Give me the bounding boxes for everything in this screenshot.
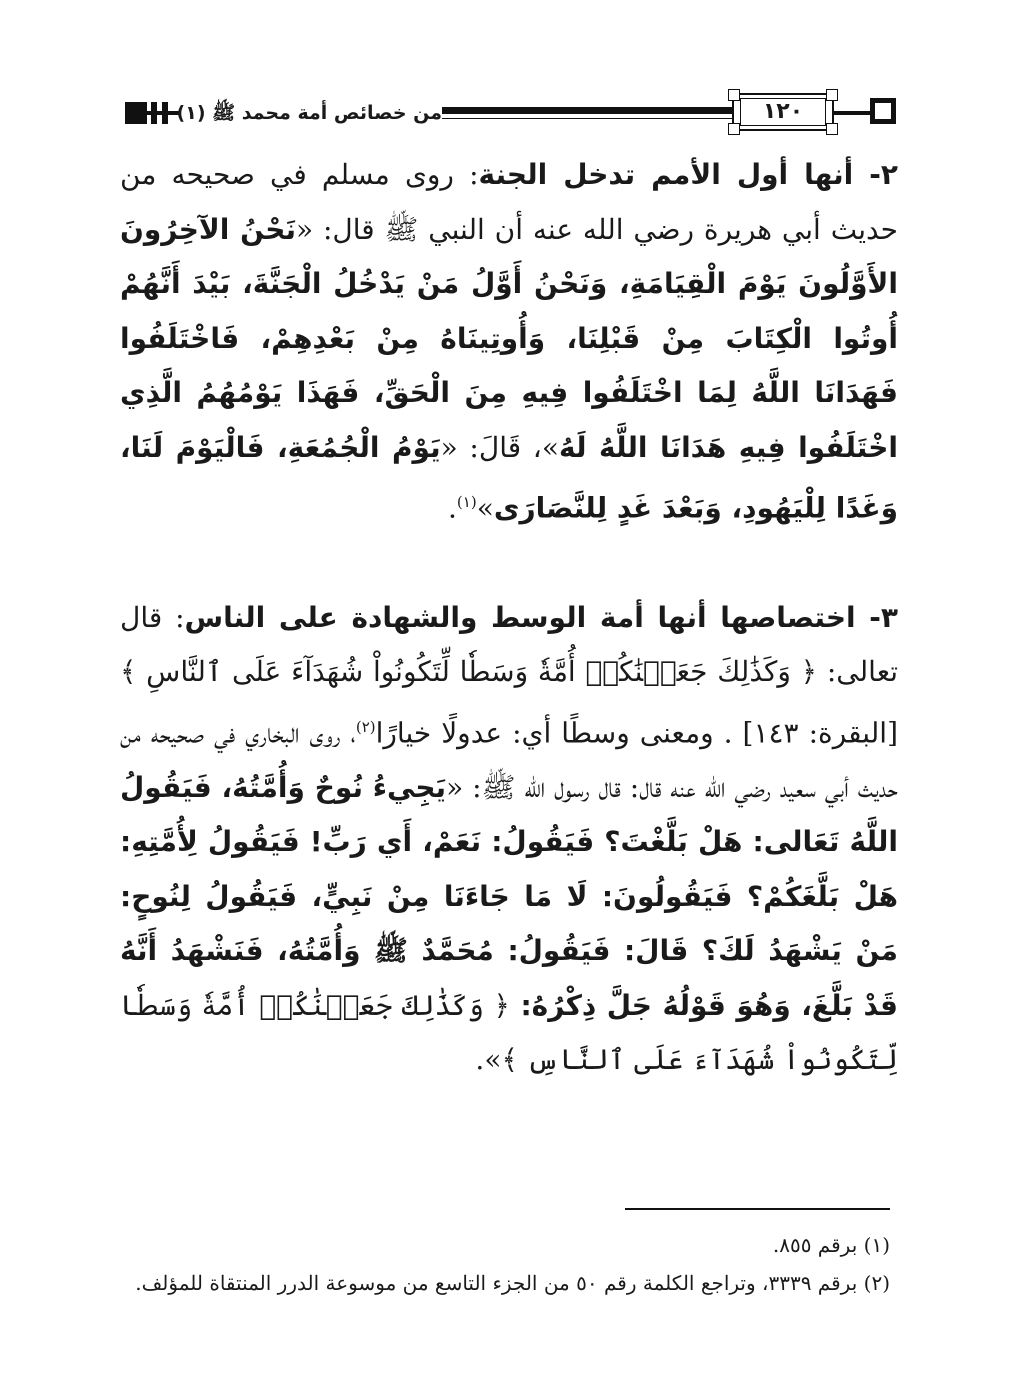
point-3-text: [البقرة: ١٤٣] . ومعنى وسطًا أي: عدولًا خيارًا: [375, 716, 898, 750]
point-3-heading: ٣- اختصاصها أنها أمة الوسط والشهادة على الناس: [184, 600, 899, 634]
point-3-intro: : قال تعالى:: [120, 600, 898, 689]
header-rule-thin: [442, 118, 732, 119]
point-3-narration: ، روى البخاري في صحيحه من حديث أبي سعيد رضي الله عنه قال: قال رسول الله ﷺ: «: [120, 716, 898, 804]
running-title: من خصائص أمة محمد ﷺ (١): [176, 102, 442, 124]
header-ornament-left: [125, 102, 147, 124]
header-ornament-line: [834, 111, 870, 115]
narration-connector: »، قَالَ: «: [440, 430, 559, 464]
quote-close: ».: [475, 1043, 502, 1077]
footnote-ref: (٢): [355, 717, 376, 736]
point-3-paragraph: [120, 591, 898, 1088]
quran-verse: ﴿ وَكَذَٰلِكَ جَعَلۡنَٰكُمۡ أُمَّةٗ وَسَطٗا لِّتَكُونُواْ شُهَدَآءَ عَلَى ٱلنَّاسِ ﴾: [120, 655, 818, 689]
footnote-2: (٢) برقم ٣٣٣٩، وتراجع الكلمة رقم ٥٠ من الجزء التاسع من موسوعة الدرر المنتقاة للمؤلف.: [135, 1271, 890, 1295]
footnotes: [120, 1226, 890, 1302]
footnote-ref: (١): [456, 493, 477, 511]
quote-close: »: [476, 491, 494, 525]
point-2-paragraph: ٢- أنها أول الأمم تدخل الجنة: روى مسلم في صحيحه من حديث أبي هريرة رضي الله عنه أن النبي ﷺ قال: «نَحْنُ الآخِرُونَ الأَوَّلُونَ يَوْمَ الْقِيَامَةِ، وَنَحْنُ أَوَّلُ مَنْ يَدْخُلُ الْجَنَّةَ، بَيْدَ أَنَّهُمْ أُوتُوا الْكِتَابَ مِنْ قَبْلِنَا، وَأُوتِينَاهُ مِنْ بَعْدِهِمْ، فَاخْتَلَفُوا فَهَدَانَا اللَّهُ لِمَا اخْتَلَفُوا فِيهِ مِنَ الْحَقِّ، فَهَذَا يَوْمُهُمُ الَّذِي اخْتَلَفُوا فِيهِ هَدَانَا اللَّهُ لَهُ»، قَالَ: «يَوْمُ الْجُمُعَةِ، فَالْيَوْمَ لَنَا، وَغَدًا لِلْيَهُودِ، وَبَعْدَ غَدٍ لِلنَّصَارَى»$^{(١)}$.: [120, 158, 899, 525]
point-2-heading: ٢- أنها أول الأمم تدخل الجنة: [478, 158, 898, 191]
header-rule: [442, 107, 732, 114]
header-ornament-square: [870, 98, 896, 124]
point-2-intro: : روى مسلم في صحيحه من حديث أبي هريرة رضي الله عنه أن النبي ﷺ قال: «: [120, 158, 898, 246]
page-body: [120, 148, 898, 1088]
running-header: [120, 90, 895, 140]
hadith-text: نَحْنُ الآخِرُونَ الأَوَّلُونَ يَوْمَ الْقِيَامَةِ، وَنَحْنُ أَوَّلُ مَنْ يَدْخُلُ الْجَنَّةَ، بَيْدَ أَنَّهُمْ أُوتُوا الْكِتَابَ مِنْ قَبْلِنَا، وَأُوتِينَاهُ مِنْ بَعْدِهِمْ، فَاخْتَلَفُوا فَهَدَانَا اللَّهُ لِمَا اخْتَلَفُوا فِيهِ مِنَ الْحَقِّ، فَهَذَا يَوْمُهُمُ الَّذِي اخْتَلَفُوا فِيهِ هَدَانَا اللَّهُ لَهُ: [120, 212, 899, 464]
page-number: ١٢٠: [762, 99, 804, 124]
quran-verse: ﴿ وَكَذَٰلِكَ جَعَلۡنَٰكُمۡ أُمَّةٗ وَسَطٗا لِّتَكُونُواْ شُهَدَآءَ عَلَى ٱلنَّاسِ ﴾: [120, 988, 898, 1077]
footnote-1: (١) برقم ٨٥٥.: [772, 1233, 890, 1257]
hadith-text: يَوْمُ الْجُمُعَةِ، فَالْيَوْمَ لَنَا، وَغَدًا لِلْيَهُودِ، وَبَعْدَ غَدٍ لِلنَّصَارَى: [120, 430, 898, 525]
page-number-frame: [732, 93, 834, 131]
hadith-text: يَجِيءُ نُوحٌ وَأُمَّتُهُ، فَيَقُولُ اللَّهُ تَعَالى: هَلْ بَلَّغْتَ؟ فَيَقُولُ: نَعَمْ، أَي رَبِّ! فَيَقُولُ لِأُمَّتِهِ: هَلْ بَلَّغَكُمْ؟ فَيَقُولُونَ: لَا مَا جَاءَنَا مِنْ نَبِيٍّ، فَيَقُولُ لِنُوحٍ: مَنْ يَشْهَدُ لَكَ؟ قَالَ: فَيَقُولُ: مُحَمَّدٌ ﷺ وَأُمَّتُهُ، فَنَشْهَدُ أَنَّهُ قَدْ بَلَّغَ، وَهُوَ قَوْلُهُ جَلَّ ذِكْرُهُ:: [120, 770, 898, 1022]
footnote-rule: [625, 1208, 890, 1210]
header-ornament-line: [147, 111, 181, 115]
